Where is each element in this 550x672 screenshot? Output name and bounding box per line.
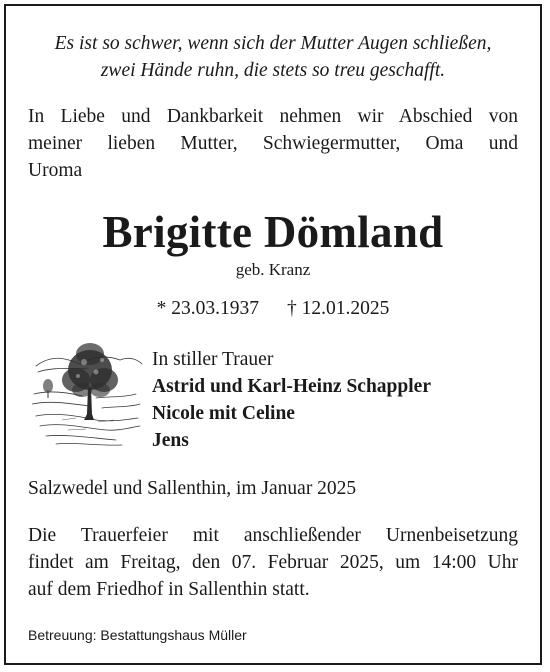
intro-line-3: Uroma xyxy=(28,160,83,181)
funeral-line-1: Die Trauerfeier mit anschließender Urnenbeisetzung xyxy=(28,525,518,546)
poem-line-1: Es ist so schwer, wenn sich der Mutter Augen schließen, xyxy=(54,33,492,54)
mourner-name: Jens xyxy=(152,430,189,451)
mourner-name: Astrid und Karl-Heinz Schappler xyxy=(152,376,431,397)
life-dates xyxy=(28,297,518,321)
birth-name: geb. Kranz xyxy=(235,260,311,279)
mourner-name: Nicole mit Celine xyxy=(152,403,295,424)
deceased-name: Brigitte Dömland xyxy=(102,207,444,257)
mourners-intro: In stiller Trauer xyxy=(152,349,274,370)
place-date: Salzwedel und Sallenthin, im Januar 2025 xyxy=(28,478,357,499)
intro-text xyxy=(28,103,518,184)
mourners xyxy=(152,346,431,454)
obituary-frame xyxy=(4,4,542,665)
death-date: † 12.01.2025 xyxy=(287,298,390,319)
intro-line-1: In Liebe und Dankbarkeit nehmen wir Abschied von xyxy=(28,106,518,127)
funeral-line-2: findet am Freitag, den 07. Februar 2025, um 14:00 Uhr xyxy=(28,552,518,573)
poem xyxy=(28,30,518,84)
birth-date: * 23.03.1937 xyxy=(156,298,259,319)
poem-line-2: zwei Hände ruhn, die stets so treu geschafft. xyxy=(100,60,446,81)
tree-landscape-icon xyxy=(32,324,144,449)
obituary-content xyxy=(28,6,518,663)
funeral-line-3: auf dem Friedhof in Sallenthin statt. xyxy=(28,579,310,600)
funeral-home-credit: Betreuung: Bestattungshaus Müller xyxy=(28,627,247,643)
intro-line-2: meiner lieben Mutter, Schwiegermutter, Oma und xyxy=(28,133,518,154)
funeral-info xyxy=(28,522,518,603)
